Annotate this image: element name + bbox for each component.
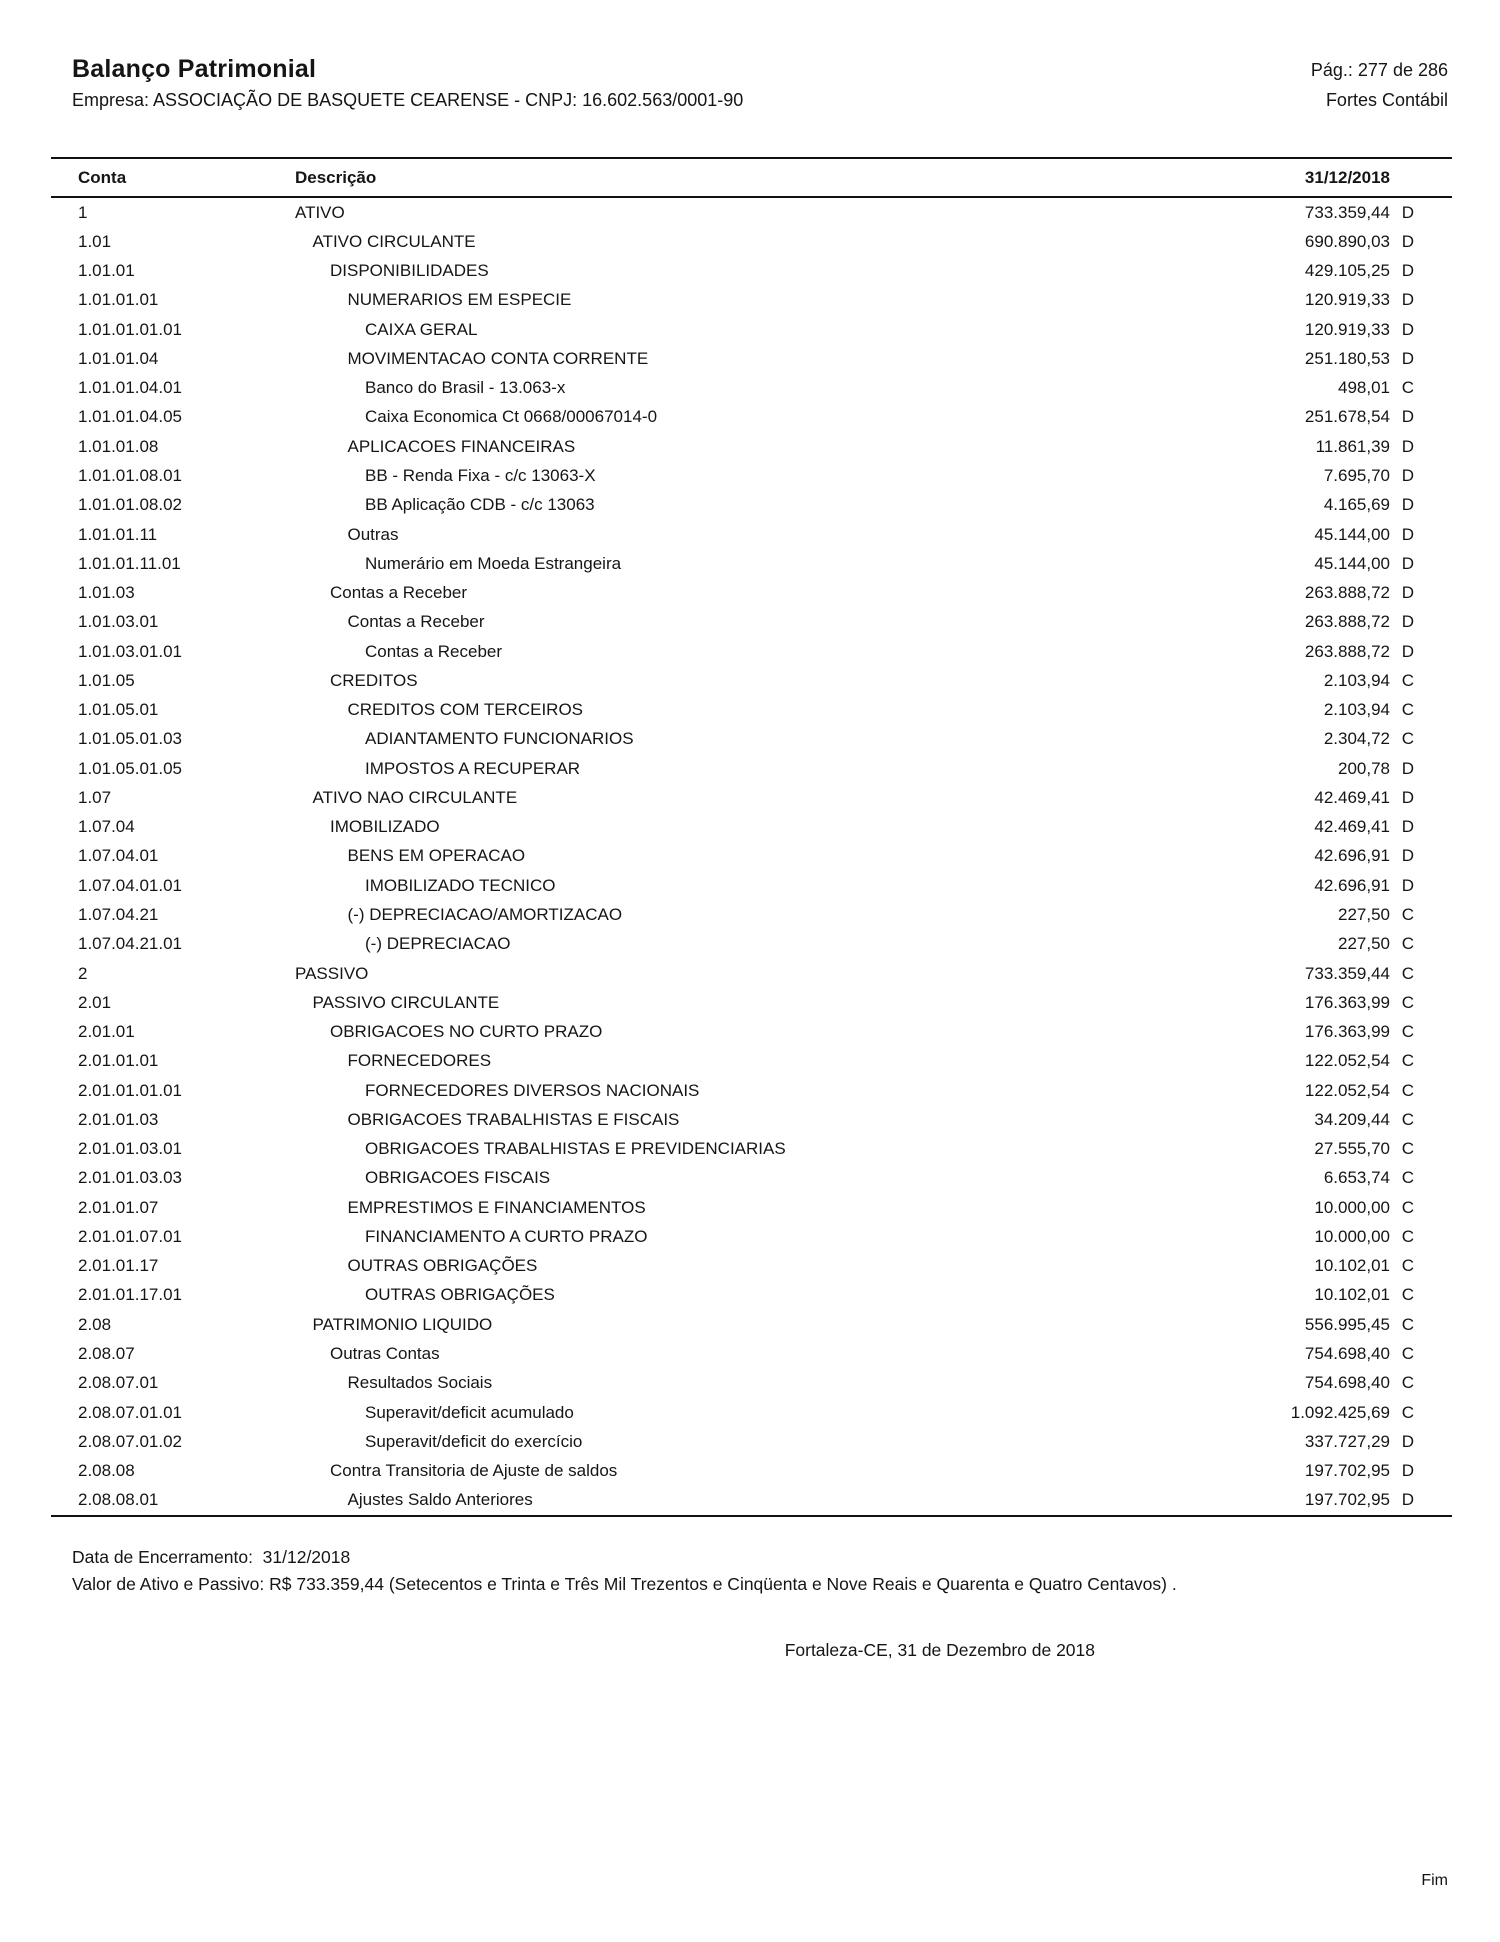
valor-cell: 4.165,69 [1323, 495, 1390, 515]
conta-cell: 1.07 [78, 787, 112, 807]
descricao-cell: Contas a Receber [365, 641, 503, 661]
dc-cell: C [1401, 1022, 1414, 1042]
descricao-cell: APLICACOES FINANCEIRAS [347, 436, 576, 456]
descricao-cell: BENS EM OPERACAO [347, 846, 526, 866]
valor-cell: 11.861,39 [1315, 436, 1390, 456]
valor-cell: 429.105,25 [1304, 261, 1390, 281]
table-row [51, 900, 1452, 929]
conta-cell: 1.01.01.11 [78, 524, 158, 544]
conta-cell: 1.01.01 [78, 261, 135, 281]
conta-cell: 2.08.07 [78, 1343, 135, 1363]
conta-cell: 2.01.01.03.03 [78, 1168, 182, 1188]
valor-cell: 42.469,41 [1314, 787, 1390, 807]
valor-cell: 733.359,44 [1304, 963, 1390, 983]
dc-cell: C [1401, 378, 1414, 398]
conta-cell: 1.07.04.21 [78, 905, 159, 924]
descricao-cell: OBRIGACOES FISCAIS [365, 1168, 551, 1188]
valor-cell: 7.695,70 [1323, 466, 1390, 486]
table-row [51, 1486, 1452, 1515]
table-row [51, 1252, 1452, 1281]
descricao-cell: BB - Renda Fixa - c/c 13063-X [365, 466, 596, 486]
dc-cell: D [1401, 1490, 1414, 1510]
valor-cell: 197.702,95 [1304, 1490, 1390, 1510]
conta-cell: 1.01.01.04 [78, 348, 159, 368]
dc-cell: D [1401, 846, 1414, 866]
table-row [51, 813, 1452, 842]
table-row [51, 1105, 1452, 1134]
valor-cell: 42.696,91 [1314, 846, 1390, 866]
valor-cell: 754.698,40 [1304, 1343, 1390, 1363]
dc-cell: C [1401, 1314, 1414, 1334]
page-title: Balanço Patrimonial [72, 55, 317, 83]
table-row [51, 696, 1452, 725]
valor-cell: 263.888,72 [1304, 641, 1390, 661]
valor-cell: 176.363,99 [1304, 1022, 1390, 1042]
dc-cell: C [1401, 700, 1414, 720]
descricao-cell: ATIVO CIRCULANTE [312, 231, 476, 251]
table-row [51, 315, 1452, 344]
descricao-cell: PATRIMONIO LIQUIDO [312, 1314, 493, 1334]
table-header-row [51, 159, 1452, 198]
dc-cell: C [1401, 1256, 1414, 1276]
dc-cell: C [1401, 1343, 1414, 1363]
descricao-cell: MOVIMENTACAO CONTA CORRENTE [347, 348, 649, 368]
table-row [51, 344, 1452, 373]
descricao-cell: PASSIVO CIRCULANTE [312, 992, 500, 1012]
conta-cell: 1.01.03 [78, 583, 135, 603]
table-row [51, 1193, 1452, 1222]
column-header-conta: Conta [78, 167, 127, 187]
table-row [51, 1135, 1452, 1164]
valor-cell: 45.144,00 [1314, 553, 1390, 573]
conta-cell: 2.01.01.03.01 [78, 1139, 182, 1159]
valor-cell: 122.052,54 [1304, 1080, 1390, 1100]
table-row [51, 1281, 1452, 1310]
conta-cell: 1.01.01.08.02 [78, 495, 182, 515]
dc-cell: D [1401, 553, 1414, 573]
table-row [51, 988, 1452, 1017]
conta-cell: 1.01.01.04.05 [78, 407, 182, 427]
valor-cell: 754.698,40 [1304, 1373, 1390, 1393]
valor-cell: 34.209,44 [1314, 1109, 1390, 1129]
valor-cell: 10.102,01 [1314, 1256, 1390, 1276]
dc-cell: C [1401, 1285, 1414, 1305]
valor-cell: 337.727,29 [1304, 1431, 1390, 1451]
descricao-cell: NUMERARIOS EM ESPECIE [347, 290, 572, 310]
dc-cell: D [1401, 524, 1414, 544]
conta-cell: 2.01.01 [78, 1022, 135, 1042]
descricao-cell: Contas a Receber [330, 583, 468, 603]
descricao-cell: IMOBILIZADO TECNICO [365, 875, 556, 895]
conta-cell: 2.01.01.03 [78, 1109, 159, 1129]
conta-cell: 1.07.04 [78, 817, 135, 837]
company-line: Empresa: ASSOCIAÇÃO DE BASQUETE CEARENSE - CNPJ: 16.602.563/0001-90 [72, 90, 744, 110]
valor-cell: 251.180,53 [1304, 348, 1390, 368]
dc-cell: D [1401, 1431, 1414, 1451]
conta-cell: 2 [78, 963, 88, 983]
dc-cell: C [1401, 992, 1414, 1012]
table-row [51, 1339, 1452, 1368]
total-value-line: Valor de Ativo e Passivo: R$ 733.359,44 (Setecentos e Trinta e Três Mil Trezentos e Cinqüenta e Nove Reais e Quarenta e Quatro Centavos) . [72, 1574, 1177, 1594]
city-date-line: Fortaleza-CE, 31 de Dezembro de 2018 [784, 1640, 1095, 1660]
dc-cell: C [1401, 1139, 1414, 1159]
dc-cell: C [1401, 905, 1414, 924]
descricao-cell: Contas a Receber [347, 612, 485, 632]
conta-cell: 2.08.07.01.01 [78, 1402, 182, 1422]
dc-cell: C [1401, 1226, 1414, 1246]
dc-cell: C [1401, 729, 1414, 749]
conta-cell: 1.01 [78, 231, 112, 251]
dc-cell: D [1401, 875, 1414, 895]
table-row [51, 1456, 1452, 1485]
descricao-cell: CAIXA GERAL [365, 319, 478, 339]
descricao-cell: OUTRAS OBRIGAÇÕES [347, 1256, 538, 1276]
table-row [51, 198, 1452, 227]
table-row [51, 1310, 1452, 1339]
dc-cell: C [1401, 934, 1414, 954]
descricao-cell: IMPOSTOS A RECUPERAR [365, 758, 581, 778]
descricao-cell: OBRIGACOES NO CURTO PRAZO [330, 1022, 603, 1042]
table-row [51, 286, 1452, 315]
conta-cell: 1 [78, 202, 88, 222]
dc-cell: D [1401, 348, 1414, 368]
table-row [51, 1369, 1452, 1398]
column-header-date: 31/12/2018 [1304, 167, 1390, 187]
conta-cell: 1.01.01.08 [78, 436, 159, 456]
valor-cell: 197.702,95 [1304, 1461, 1390, 1481]
conta-cell: 2.01.01.07 [78, 1197, 159, 1217]
table-row [51, 432, 1452, 461]
table-row [51, 1164, 1452, 1193]
table-row [51, 549, 1452, 578]
descricao-cell: Superavit/deficit do exercício [365, 1431, 583, 1451]
valor-cell: 10.102,01 [1314, 1285, 1390, 1305]
valor-cell: 227,50 [1338, 905, 1390, 924]
valor-cell: 42.696,91 [1314, 875, 1390, 895]
dc-cell: D [1401, 261, 1414, 281]
table-row [51, 491, 1452, 520]
table-row [51, 666, 1452, 695]
table-row [51, 461, 1452, 490]
valor-cell: 2.304,72 [1323, 729, 1390, 749]
conta-cell: 1.01.01.01.01 [78, 319, 182, 339]
dc-cell: D [1401, 787, 1414, 807]
table-row [51, 1427, 1452, 1456]
closing-date-line: Data de Encerramento: 31/12/2018 [72, 1547, 351, 1567]
valor-cell: 263.888,72 [1304, 583, 1390, 603]
page-number: Pág.: 277 de 286 [1310, 60, 1448, 80]
conta-cell: 2.08 [78, 1314, 112, 1334]
valor-cell: 227,50 [1338, 934, 1390, 954]
conta-cell: 1.01.03.01.01 [78, 641, 182, 661]
conta-cell: 1.01.05.01.05 [78, 758, 182, 778]
conta-cell: 1.01.01.04.01 [78, 378, 182, 398]
descricao-cell: Outras Contas [330, 1343, 440, 1363]
descricao-cell: (-) DEPRECIACAO/AMORTIZACAO [347, 905, 623, 924]
valor-cell: 690.890,03 [1304, 231, 1390, 251]
valor-cell: 120.919,33 [1304, 290, 1390, 310]
table-body [51, 198, 1452, 1517]
descricao-cell: Banco do Brasil - 13.063-x [365, 378, 566, 398]
valor-cell: 120.919,33 [1304, 319, 1390, 339]
conta-cell: 1.01.05 [78, 670, 135, 690]
descricao-cell: FINANCIAMENTO A CURTO PRAZO [365, 1226, 648, 1246]
descricao-cell: (-) DEPRECIACAO [365, 934, 511, 954]
valor-cell: 1.092.425,69 [1290, 1402, 1390, 1422]
descricao-cell: ADIANTAMENTO FUNCIONARIOS [365, 729, 634, 749]
descricao-cell: Numerário em Moeda Estrangeira [365, 553, 622, 573]
descricao-cell: PASSIVO [295, 963, 369, 983]
valor-cell: 176.363,99 [1304, 992, 1390, 1012]
valor-cell: 498,01 [1338, 378, 1390, 398]
dc-cell: C [1401, 1080, 1414, 1100]
table-row [51, 374, 1452, 403]
table-row [51, 578, 1452, 607]
conta-cell: 2.01.01.17 [78, 1256, 159, 1276]
dc-cell: C [1401, 1402, 1414, 1422]
table-row [51, 1222, 1452, 1251]
dc-cell: C [1401, 1168, 1414, 1188]
dc-cell: D [1401, 612, 1414, 632]
conta-cell: 1.07.04.01 [78, 846, 159, 866]
dc-cell: D [1401, 466, 1414, 486]
valor-cell: 27.555,70 [1314, 1139, 1390, 1159]
dc-cell: C [1401, 670, 1414, 690]
descricao-cell: BB Aplicação CDB - c/c 13063 [365, 495, 595, 515]
table-row [51, 257, 1452, 286]
conta-cell: 2.01.01.01.01 [78, 1080, 182, 1100]
valor-cell: 251.678,54 [1304, 407, 1390, 427]
dc-cell: D [1401, 319, 1414, 339]
conta-cell: 1.07.04.01.01 [78, 875, 182, 895]
dc-cell: D [1401, 758, 1414, 778]
descricao-cell: FORNECEDORES [347, 1051, 492, 1071]
conta-cell: 2.08.08 [78, 1461, 135, 1481]
table-row [51, 608, 1452, 637]
descricao-cell: OUTRAS OBRIGAÇÕES [365, 1285, 555, 1305]
valor-cell: 10.000,00 [1314, 1226, 1390, 1246]
end-of-report-marker: Fim [1421, 1872, 1448, 1889]
descricao-cell: Ajustes Saldo Anteriores [347, 1490, 533, 1510]
valor-cell: 200,78 [1338, 758, 1390, 778]
table-row [51, 1076, 1452, 1105]
descricao-cell: DISPONIBILIDADES [330, 261, 489, 281]
valor-cell: 45.144,00 [1314, 524, 1390, 544]
valor-cell: 263.888,72 [1304, 612, 1390, 632]
table-row [51, 227, 1452, 256]
balance-sheet-table [51, 157, 1452, 1517]
descricao-cell: Caixa Economica Ct 0668/00067014-0 [365, 407, 658, 427]
dc-cell: C [1401, 1109, 1414, 1129]
table-row [51, 930, 1452, 959]
table-row [51, 783, 1452, 812]
descricao-cell: CREDITOS COM TERCEIROS [347, 700, 584, 720]
dc-cell: D [1401, 231, 1414, 251]
dc-cell: D [1401, 290, 1414, 310]
descricao-cell: CREDITOS [330, 670, 418, 690]
table-row [51, 520, 1452, 549]
dc-cell: C [1401, 1373, 1414, 1393]
table-row [51, 637, 1452, 666]
descricao-cell: EMPRESTIMOS E FINANCIAMENTOS [347, 1197, 646, 1217]
table-row [51, 1047, 1452, 1076]
conta-cell: 1.01.05.01 [78, 700, 159, 720]
table-row [51, 403, 1452, 432]
conta-cell: 2.01.01.07.01 [78, 1226, 182, 1246]
table-row [51, 725, 1452, 754]
table-row [51, 1398, 1452, 1427]
table-row [51, 1017, 1452, 1046]
dc-cell: C [1401, 1051, 1414, 1071]
descricao-cell: IMOBILIZADO [330, 817, 440, 837]
dc-cell: C [1401, 1197, 1414, 1217]
descricao-cell: Superavit/deficit acumulado [365, 1402, 574, 1422]
conta-cell: 1.01.03.01 [78, 612, 159, 632]
dc-cell: D [1401, 583, 1414, 603]
dc-cell: D [1401, 817, 1414, 837]
dc-cell: C [1401, 963, 1414, 983]
valor-cell: 2.103,94 [1323, 670, 1390, 690]
dc-cell: D [1401, 1461, 1414, 1481]
conta-cell: 1.01.05.01.03 [78, 729, 182, 749]
conta-cell: 1.07.04.21.01 [78, 934, 182, 954]
valor-cell: 122.052,54 [1304, 1051, 1390, 1071]
descricao-cell: Outras [347, 524, 399, 544]
conta-cell: 2.01.01.17.01 [78, 1285, 182, 1305]
table-row [51, 959, 1452, 988]
valor-cell: 2.103,94 [1323, 700, 1390, 720]
table-row [51, 842, 1452, 871]
table-row [51, 871, 1452, 900]
dc-cell: D [1401, 495, 1414, 515]
conta-cell: 2.01 [78, 992, 112, 1012]
conta-cell: 1.01.01.01 [78, 290, 159, 310]
column-header-descricao: Descrição [295, 167, 377, 187]
valor-cell: 10.000,00 [1314, 1197, 1390, 1217]
valor-cell: 733.359,44 [1304, 202, 1390, 222]
descricao-cell: OBRIGACOES TRABALHISTAS E FISCAIS [347, 1109, 680, 1129]
descricao-cell: FORNECEDORES DIVERSOS NACIONAIS [365, 1080, 700, 1100]
descricao-cell: Resultados Sociais [347, 1373, 493, 1393]
software-brand: Fortes Contábil [1325, 90, 1448, 110]
dc-cell: D [1401, 641, 1414, 661]
descricao-cell: OBRIGACOES TRABALHISTAS E PREVIDENCIARIAS [365, 1139, 786, 1159]
table-row [51, 754, 1452, 783]
descricao-cell: Contra Transitoria de Ajuste de saldos [330, 1461, 618, 1481]
conta-cell: 1.01.01.08.01 [78, 466, 182, 486]
dc-cell: D [1401, 436, 1414, 456]
descricao-cell: ATIVO NAO CIRCULANTE [312, 787, 518, 807]
conta-cell: 1.01.01.11.01 [78, 553, 181, 573]
dc-cell: D [1401, 202, 1414, 222]
conta-cell: 2.08.07.01.02 [78, 1431, 182, 1451]
valor-cell: 6.653,74 [1323, 1168, 1390, 1188]
valor-cell: 42.469,41 [1314, 817, 1390, 837]
conta-cell: 2.08.08.01 [78, 1490, 159, 1510]
conta-cell: 2.01.01.01 [78, 1051, 159, 1071]
dc-cell: D [1401, 407, 1414, 427]
valor-cell: 556.995,45 [1304, 1314, 1390, 1334]
conta-cell: 2.08.07.01 [78, 1373, 159, 1393]
descricao-cell: ATIVO [295, 202, 345, 222]
